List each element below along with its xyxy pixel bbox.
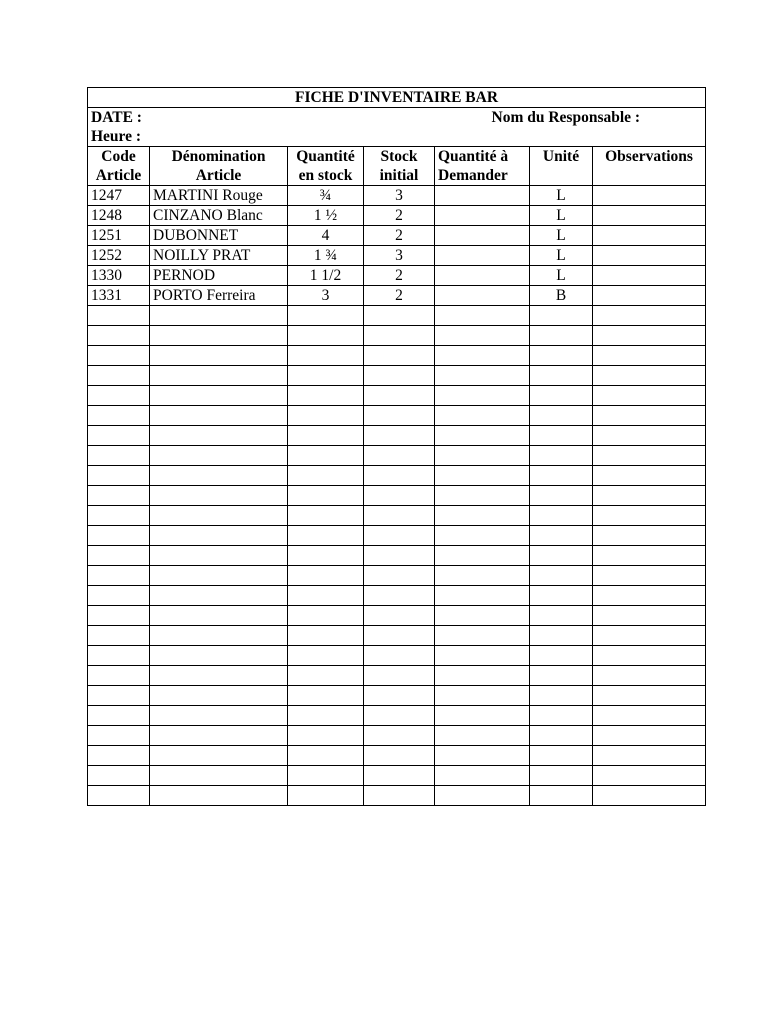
empty-cell	[593, 346, 706, 366]
empty-cell	[530, 486, 593, 506]
empty-cell	[288, 526, 364, 546]
empty-cell	[150, 526, 288, 546]
col-header-code: Code Article	[88, 147, 150, 186]
empty-cell	[288, 546, 364, 566]
empty-cell	[288, 566, 364, 586]
sheet-title: FICHE D'INVENTAIRE BAR	[88, 88, 706, 108]
empty-cell	[364, 646, 435, 666]
empty-row	[88, 746, 706, 766]
cell-demand	[435, 226, 530, 246]
empty-cell	[593, 446, 706, 466]
col-header-unite: Unité	[530, 147, 593, 186]
empty-cell	[435, 586, 530, 606]
empty-cell	[435, 686, 530, 706]
cell-name: MARTINI Rouge	[150, 186, 288, 206]
empty-cell	[288, 666, 364, 686]
empty-cell	[88, 706, 150, 726]
cell-code: 1252	[88, 246, 150, 266]
empty-cell	[593, 706, 706, 726]
empty-cell	[435, 446, 530, 466]
empty-cell	[88, 646, 150, 666]
empty-cell	[435, 706, 530, 726]
empty-cell	[150, 586, 288, 606]
empty-cell	[288, 766, 364, 786]
empty-cell	[435, 366, 530, 386]
empty-row	[88, 706, 706, 726]
empty-cell	[364, 566, 435, 586]
empty-cell	[288, 646, 364, 666]
empty-cell	[288, 386, 364, 406]
empty-cell	[593, 326, 706, 346]
empty-cell	[364, 426, 435, 446]
empty-cell	[150, 686, 288, 706]
cell-code: 1247	[88, 186, 150, 206]
table-row	[88, 226, 706, 246]
empty-cell	[364, 746, 435, 766]
col-header-stock: Stock initial	[364, 147, 435, 186]
empty-cell	[593, 566, 706, 586]
empty-cell	[88, 766, 150, 786]
cell-demand	[435, 266, 530, 286]
empty-cell	[435, 346, 530, 366]
empty-cell	[530, 446, 593, 466]
empty-row	[88, 546, 706, 566]
empty-cell	[364, 666, 435, 686]
empty-cell	[88, 666, 150, 686]
empty-cell	[150, 726, 288, 746]
empty-cell	[364, 526, 435, 546]
empty-cell	[364, 366, 435, 386]
empty-cell	[150, 706, 288, 726]
empty-cell	[435, 506, 530, 526]
empty-cell	[88, 506, 150, 526]
empty-cell	[364, 466, 435, 486]
empty-cell	[435, 426, 530, 446]
empty-row	[88, 306, 706, 326]
responsable-label: Nom du Responsable :	[491, 109, 641, 126]
empty-cell	[593, 746, 706, 766]
cell-qty: 1 ¾	[288, 246, 364, 266]
empty-cell	[150, 406, 288, 426]
empty-cell	[150, 666, 288, 686]
empty-row	[88, 566, 706, 586]
date-line	[91, 108, 702, 127]
empty-cell	[593, 366, 706, 386]
empty-cell	[288, 326, 364, 346]
empty-cell	[150, 466, 288, 486]
table-row	[88, 286, 706, 306]
empty-cell	[288, 726, 364, 746]
empty-cell	[593, 526, 706, 546]
cell-name: PORTO Ferreira	[150, 286, 288, 306]
cell-code: 1330	[88, 266, 150, 286]
empty-cell	[364, 326, 435, 346]
empty-cell	[530, 786, 593, 806]
cell-obs	[593, 226, 706, 246]
empty-cell	[435, 666, 530, 686]
empty-cell	[88, 386, 150, 406]
cell-unit: L	[530, 206, 593, 226]
empty-row	[88, 666, 706, 686]
empty-cell	[364, 306, 435, 326]
empty-cell	[364, 786, 435, 806]
empty-cell	[593, 486, 706, 506]
empty-row	[88, 526, 706, 546]
empty-cell	[435, 306, 530, 326]
table-row	[88, 206, 706, 226]
empty-cell	[593, 586, 706, 606]
empty-cell	[530, 606, 593, 626]
empty-cell	[435, 546, 530, 566]
empty-row	[88, 366, 706, 386]
info-cell	[88, 108, 706, 147]
empty-cell	[88, 446, 150, 466]
empty-cell	[530, 386, 593, 406]
empty-cell	[530, 426, 593, 446]
empty-cell	[88, 486, 150, 506]
empty-cell	[593, 306, 706, 326]
cell-stock: 2	[364, 266, 435, 286]
empty-cell	[288, 426, 364, 446]
empty-cell	[288, 706, 364, 726]
empty-cell	[593, 546, 706, 566]
empty-cell	[530, 506, 593, 526]
empty-cell	[593, 686, 706, 706]
cell-unit: L	[530, 246, 593, 266]
empty-cell	[88, 366, 150, 386]
empty-cell	[435, 726, 530, 746]
cell-obs	[593, 246, 706, 266]
empty-cell	[435, 646, 530, 666]
empty-cell	[364, 606, 435, 626]
empty-cell	[150, 426, 288, 446]
empty-cell	[435, 746, 530, 766]
empty-cell	[435, 626, 530, 646]
col-header-denomination: Dénomination Article	[150, 147, 288, 186]
empty-cell	[435, 786, 530, 806]
empty-cell	[530, 566, 593, 586]
empty-row	[88, 426, 706, 446]
empty-row	[88, 486, 706, 506]
table-row	[88, 246, 706, 266]
empty-row	[88, 626, 706, 646]
empty-cell	[364, 706, 435, 726]
empty-cell	[364, 766, 435, 786]
empty-cell	[530, 706, 593, 726]
empty-cell	[288, 746, 364, 766]
empty-cell	[593, 666, 706, 686]
cell-code: 1248	[88, 206, 150, 226]
empty-cell	[288, 606, 364, 626]
empty-row	[88, 686, 706, 706]
col-header-demander: Quantité à Demander	[435, 147, 530, 186]
empty-cell	[88, 426, 150, 446]
empty-cell	[364, 486, 435, 506]
table-body	[88, 186, 706, 806]
cell-code: 1251	[88, 226, 150, 246]
column-header-row	[88, 147, 706, 186]
empty-cell	[530, 586, 593, 606]
empty-cell	[364, 686, 435, 706]
cell-obs	[593, 206, 706, 226]
empty-cell	[150, 766, 288, 786]
empty-cell	[593, 466, 706, 486]
empty-cell	[288, 306, 364, 326]
cell-name: NOILLY PRAT	[150, 246, 288, 266]
empty-cell	[530, 366, 593, 386]
empty-cell	[530, 726, 593, 746]
empty-cell	[88, 346, 150, 366]
empty-cell	[530, 326, 593, 346]
empty-row	[88, 346, 706, 366]
empty-cell	[435, 466, 530, 486]
empty-cell	[364, 346, 435, 366]
empty-cell	[150, 566, 288, 586]
empty-cell	[288, 446, 364, 466]
cell-stock: 2	[364, 226, 435, 246]
empty-cell	[150, 326, 288, 346]
heure-label: Heure :	[91, 128, 142, 145]
empty-cell	[364, 546, 435, 566]
col-header-observations: Observations	[593, 147, 706, 186]
cell-demand	[435, 186, 530, 206]
empty-cell	[364, 726, 435, 746]
empty-cell	[88, 406, 150, 426]
table-row	[88, 266, 706, 286]
empty-row	[88, 586, 706, 606]
empty-cell	[88, 786, 150, 806]
heure-line	[91, 127, 702, 146]
empty-cell	[88, 606, 150, 626]
empty-cell	[150, 626, 288, 646]
empty-row	[88, 766, 706, 786]
cell-qty: 1 ½	[288, 206, 364, 226]
cell-unit: L	[530, 266, 593, 286]
title-row	[88, 88, 706, 108]
empty-cell	[288, 786, 364, 806]
empty-cell	[150, 646, 288, 666]
cell-unit: L	[530, 226, 593, 246]
cell-code: 1331	[88, 286, 150, 306]
cell-unit: B	[530, 286, 593, 306]
empty-cell	[288, 406, 364, 426]
empty-cell	[88, 546, 150, 566]
empty-cell	[88, 746, 150, 766]
empty-cell	[530, 746, 593, 766]
empty-cell	[364, 446, 435, 466]
empty-cell	[435, 606, 530, 626]
cell-obs	[593, 286, 706, 306]
info-row	[88, 108, 706, 147]
empty-cell	[593, 786, 706, 806]
empty-cell	[150, 546, 288, 566]
empty-row	[88, 726, 706, 746]
empty-cell	[593, 646, 706, 666]
empty-cell	[530, 466, 593, 486]
col-header-quantite: Quantité en stock	[288, 147, 364, 186]
empty-cell	[88, 626, 150, 646]
empty-cell	[88, 326, 150, 346]
empty-cell	[530, 666, 593, 686]
empty-cell	[288, 346, 364, 366]
empty-cell	[530, 546, 593, 566]
table-row	[88, 186, 706, 206]
empty-cell	[364, 626, 435, 646]
empty-cell	[593, 406, 706, 426]
empty-cell	[288, 686, 364, 706]
empty-cell	[530, 626, 593, 646]
cell-name: CINZANO Blanc	[150, 206, 288, 226]
empty-cell	[530, 766, 593, 786]
empty-cell	[150, 746, 288, 766]
empty-cell	[88, 306, 150, 326]
cell-qty: 1 1/2	[288, 266, 364, 286]
empty-cell	[364, 406, 435, 426]
empty-cell	[593, 426, 706, 446]
empty-cell	[593, 626, 706, 646]
empty-cell	[288, 626, 364, 646]
empty-row	[88, 646, 706, 666]
empty-cell	[150, 606, 288, 626]
empty-cell	[150, 306, 288, 326]
empty-cell	[435, 486, 530, 506]
empty-cell	[150, 486, 288, 506]
empty-cell	[530, 406, 593, 426]
cell-demand	[435, 286, 530, 306]
empty-cell	[150, 366, 288, 386]
inventory-sheet	[87, 87, 706, 806]
cell-qty: 4	[288, 226, 364, 246]
cell-stock: 3	[364, 246, 435, 266]
empty-cell	[530, 346, 593, 366]
empty-row	[88, 406, 706, 426]
empty-cell	[593, 506, 706, 526]
empty-cell	[530, 306, 593, 326]
cell-stock: 3	[364, 186, 435, 206]
empty-cell	[288, 506, 364, 526]
empty-row	[88, 326, 706, 346]
empty-cell	[288, 586, 364, 606]
empty-cell	[593, 386, 706, 406]
date-label: DATE :	[91, 109, 142, 126]
empty-cell	[435, 406, 530, 426]
empty-cell	[88, 726, 150, 746]
empty-cell	[593, 606, 706, 626]
cell-obs	[593, 266, 706, 286]
empty-row	[88, 606, 706, 626]
empty-cell	[593, 726, 706, 746]
empty-cell	[150, 506, 288, 526]
cell-name: DUBONNET	[150, 226, 288, 246]
cell-unit: L	[530, 186, 593, 206]
empty-cell	[150, 446, 288, 466]
empty-row	[88, 446, 706, 466]
empty-cell	[288, 466, 364, 486]
cell-stock: 2	[364, 286, 435, 306]
empty-cell	[288, 366, 364, 386]
cell-demand	[435, 206, 530, 226]
empty-row	[88, 786, 706, 806]
empty-cell	[150, 786, 288, 806]
empty-cell	[593, 766, 706, 786]
empty-cell	[530, 646, 593, 666]
empty-cell	[150, 346, 288, 366]
empty-cell	[88, 686, 150, 706]
empty-cell	[88, 566, 150, 586]
cell-demand	[435, 246, 530, 266]
empty-cell	[435, 386, 530, 406]
empty-cell	[435, 526, 530, 546]
empty-cell	[88, 526, 150, 546]
empty-cell	[435, 766, 530, 786]
cell-qty: 3	[288, 286, 364, 306]
empty-cell	[435, 326, 530, 346]
empty-cell	[150, 386, 288, 406]
empty-cell	[88, 586, 150, 606]
empty-cell	[364, 586, 435, 606]
empty-row	[88, 506, 706, 526]
cell-name: PERNOD	[150, 266, 288, 286]
empty-cell	[530, 686, 593, 706]
cell-stock: 2	[364, 206, 435, 226]
empty-row	[88, 386, 706, 406]
cell-qty: ¾	[288, 186, 364, 206]
empty-cell	[288, 486, 364, 506]
empty-row	[88, 466, 706, 486]
empty-cell	[364, 386, 435, 406]
empty-cell	[435, 566, 530, 586]
empty-cell	[364, 506, 435, 526]
empty-cell	[530, 526, 593, 546]
empty-cell	[88, 466, 150, 486]
cell-obs	[593, 186, 706, 206]
